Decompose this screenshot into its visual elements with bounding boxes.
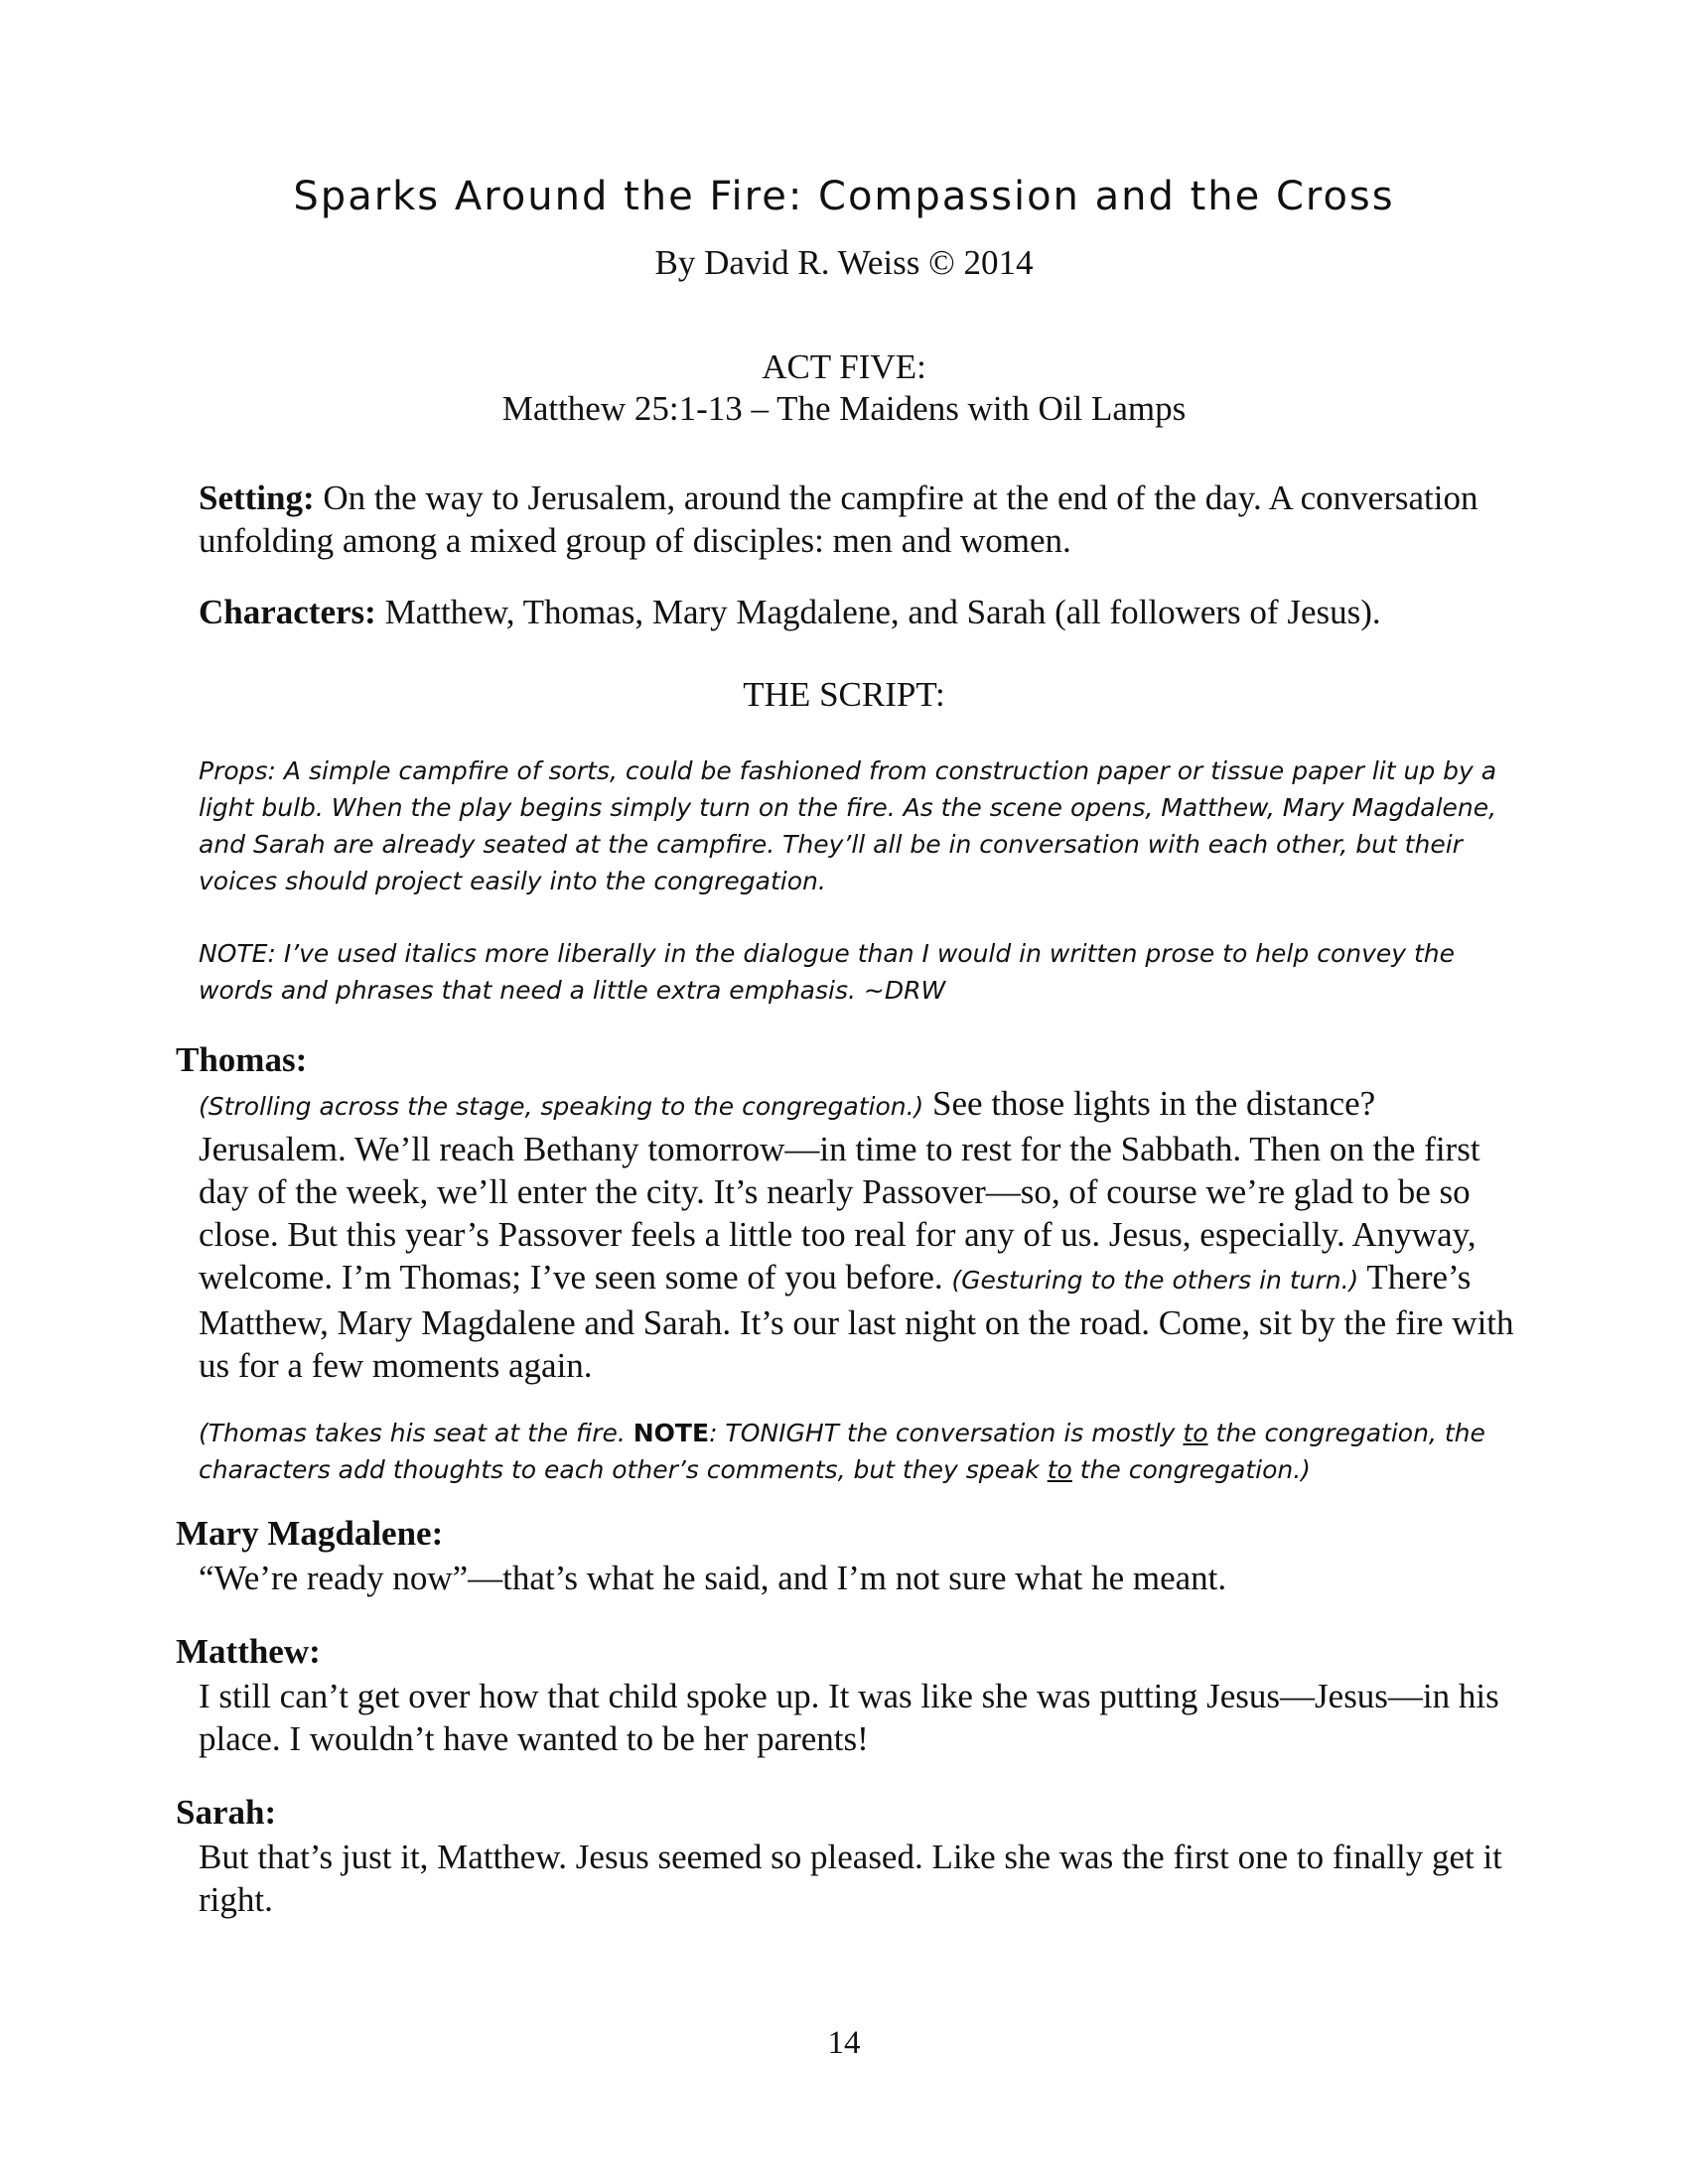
characters-paragraph [199, 591, 1529, 633]
stage-direction: (Strolling across the stage, speaking to the congregation.) [199, 1092, 924, 1121]
speaker-thomas: Thomas: [176, 1040, 308, 1079]
speaker-mary-magdalene: Mary Magdalene: [176, 1514, 444, 1553]
speaker-sarah: Sarah: [176, 1793, 277, 1832]
characters-text: Matthew, Thomas, Mary Magdalene, and Sarah (all followers of Jesus). [375, 593, 1381, 631]
thomas-dialogue [199, 1082, 1529, 1387]
setting-label: Setting: [199, 478, 315, 517]
stage-note-underline: to [1183, 1419, 1208, 1447]
act-subtitle: Matthew 25:1-13 – The Maidens with Oil Lamps [501, 389, 1187, 428]
dialogue-text: See those lights in the distance? Jerusalem. We’ll reach Bethany tomorrow—in time to rest for the Sabbath. Then on the first day of the week, we’ll enter the city. It’s nearly Passover—so, of course we’re glad to be so close. But this year’s Passover feels a little too real for any of us. Jesus, especially. Anyway, welcome. I’m Thomas; I’ve seen some of you before. [199, 1084, 1480, 1297]
stage-note [199, 1415, 1529, 1488]
byline: By David R. Weiss © 2014 [654, 243, 1034, 282]
props-note: Props: A simple campfire of sorts, could be fashioned from construction paper or tissue paper lit up by a light bulb. When the play begins simply turn on the fire. As the scene opens, Matthew, Mary Magdalene, and Sarah are already seated at the campfire. They’ll all be in conversation with each other, but their voices should project easily into the congregation. [199, 756, 1497, 895]
mary-dialogue: “We’re ready now”—that’s what he said, and I’m not sure what he meant. [199, 1559, 1227, 1597]
setting-paragraph [199, 477, 1529, 562]
stage-direction: (Gesturing to the others in turn.) [951, 1266, 1359, 1295]
matthew-dialogue: I still can’t get over how that child spoke up. It was like she was putting Jesus—Jesus—in his place. I wouldn’t have wanted to be her parents! [199, 1677, 1499, 1758]
stage-note-text: (Thomas takes his seat at the fire. [199, 1419, 633, 1447]
stage-note-emphasis: NOTE [633, 1419, 710, 1447]
script-heading: THE SCRIPT: [743, 675, 945, 714]
stage-note-underline: to [1047, 1455, 1072, 1484]
stage-note-text: the congregation, the characters add thoughts to each other’s comments, but they speak [199, 1419, 1485, 1484]
dialogue-text: There’s Matthew, Mary Magdalene and Sarah. It’s our last night on the road. Come, sit by the fire with us for a few moments again. [199, 1258, 1514, 1385]
italics-note: NOTE: I’ve used italics more liberally in the dialogue than I would in written prose to help convey the words and phrases that need a little extra emphasis. ~DRW [199, 939, 1456, 1005]
sarah-dialogue: But that’s just it, Matthew. Jesus seemed so pleased. Like she was the first one to finally get it right. [199, 1838, 1502, 1919]
stage-note-text: : TONIGHT the conversation is mostly [709, 1419, 1184, 1447]
stage-note-text: the congregation.) [1071, 1455, 1311, 1484]
act-heading: ACT FIVE: [762, 347, 926, 386]
page-number: 14 [827, 2025, 861, 2061]
setting-text: On the way to Jerusalem, around the campfire at the end of the day. A conversation unfolding among a mixed group of disciples: men and women. [199, 478, 1478, 560]
document-title: Sparks Around the Fire: Compassion and the Cross [293, 174, 1395, 219]
speaker-matthew: Matthew: [176, 1632, 321, 1671]
characters-label: Characters: [199, 593, 376, 631]
